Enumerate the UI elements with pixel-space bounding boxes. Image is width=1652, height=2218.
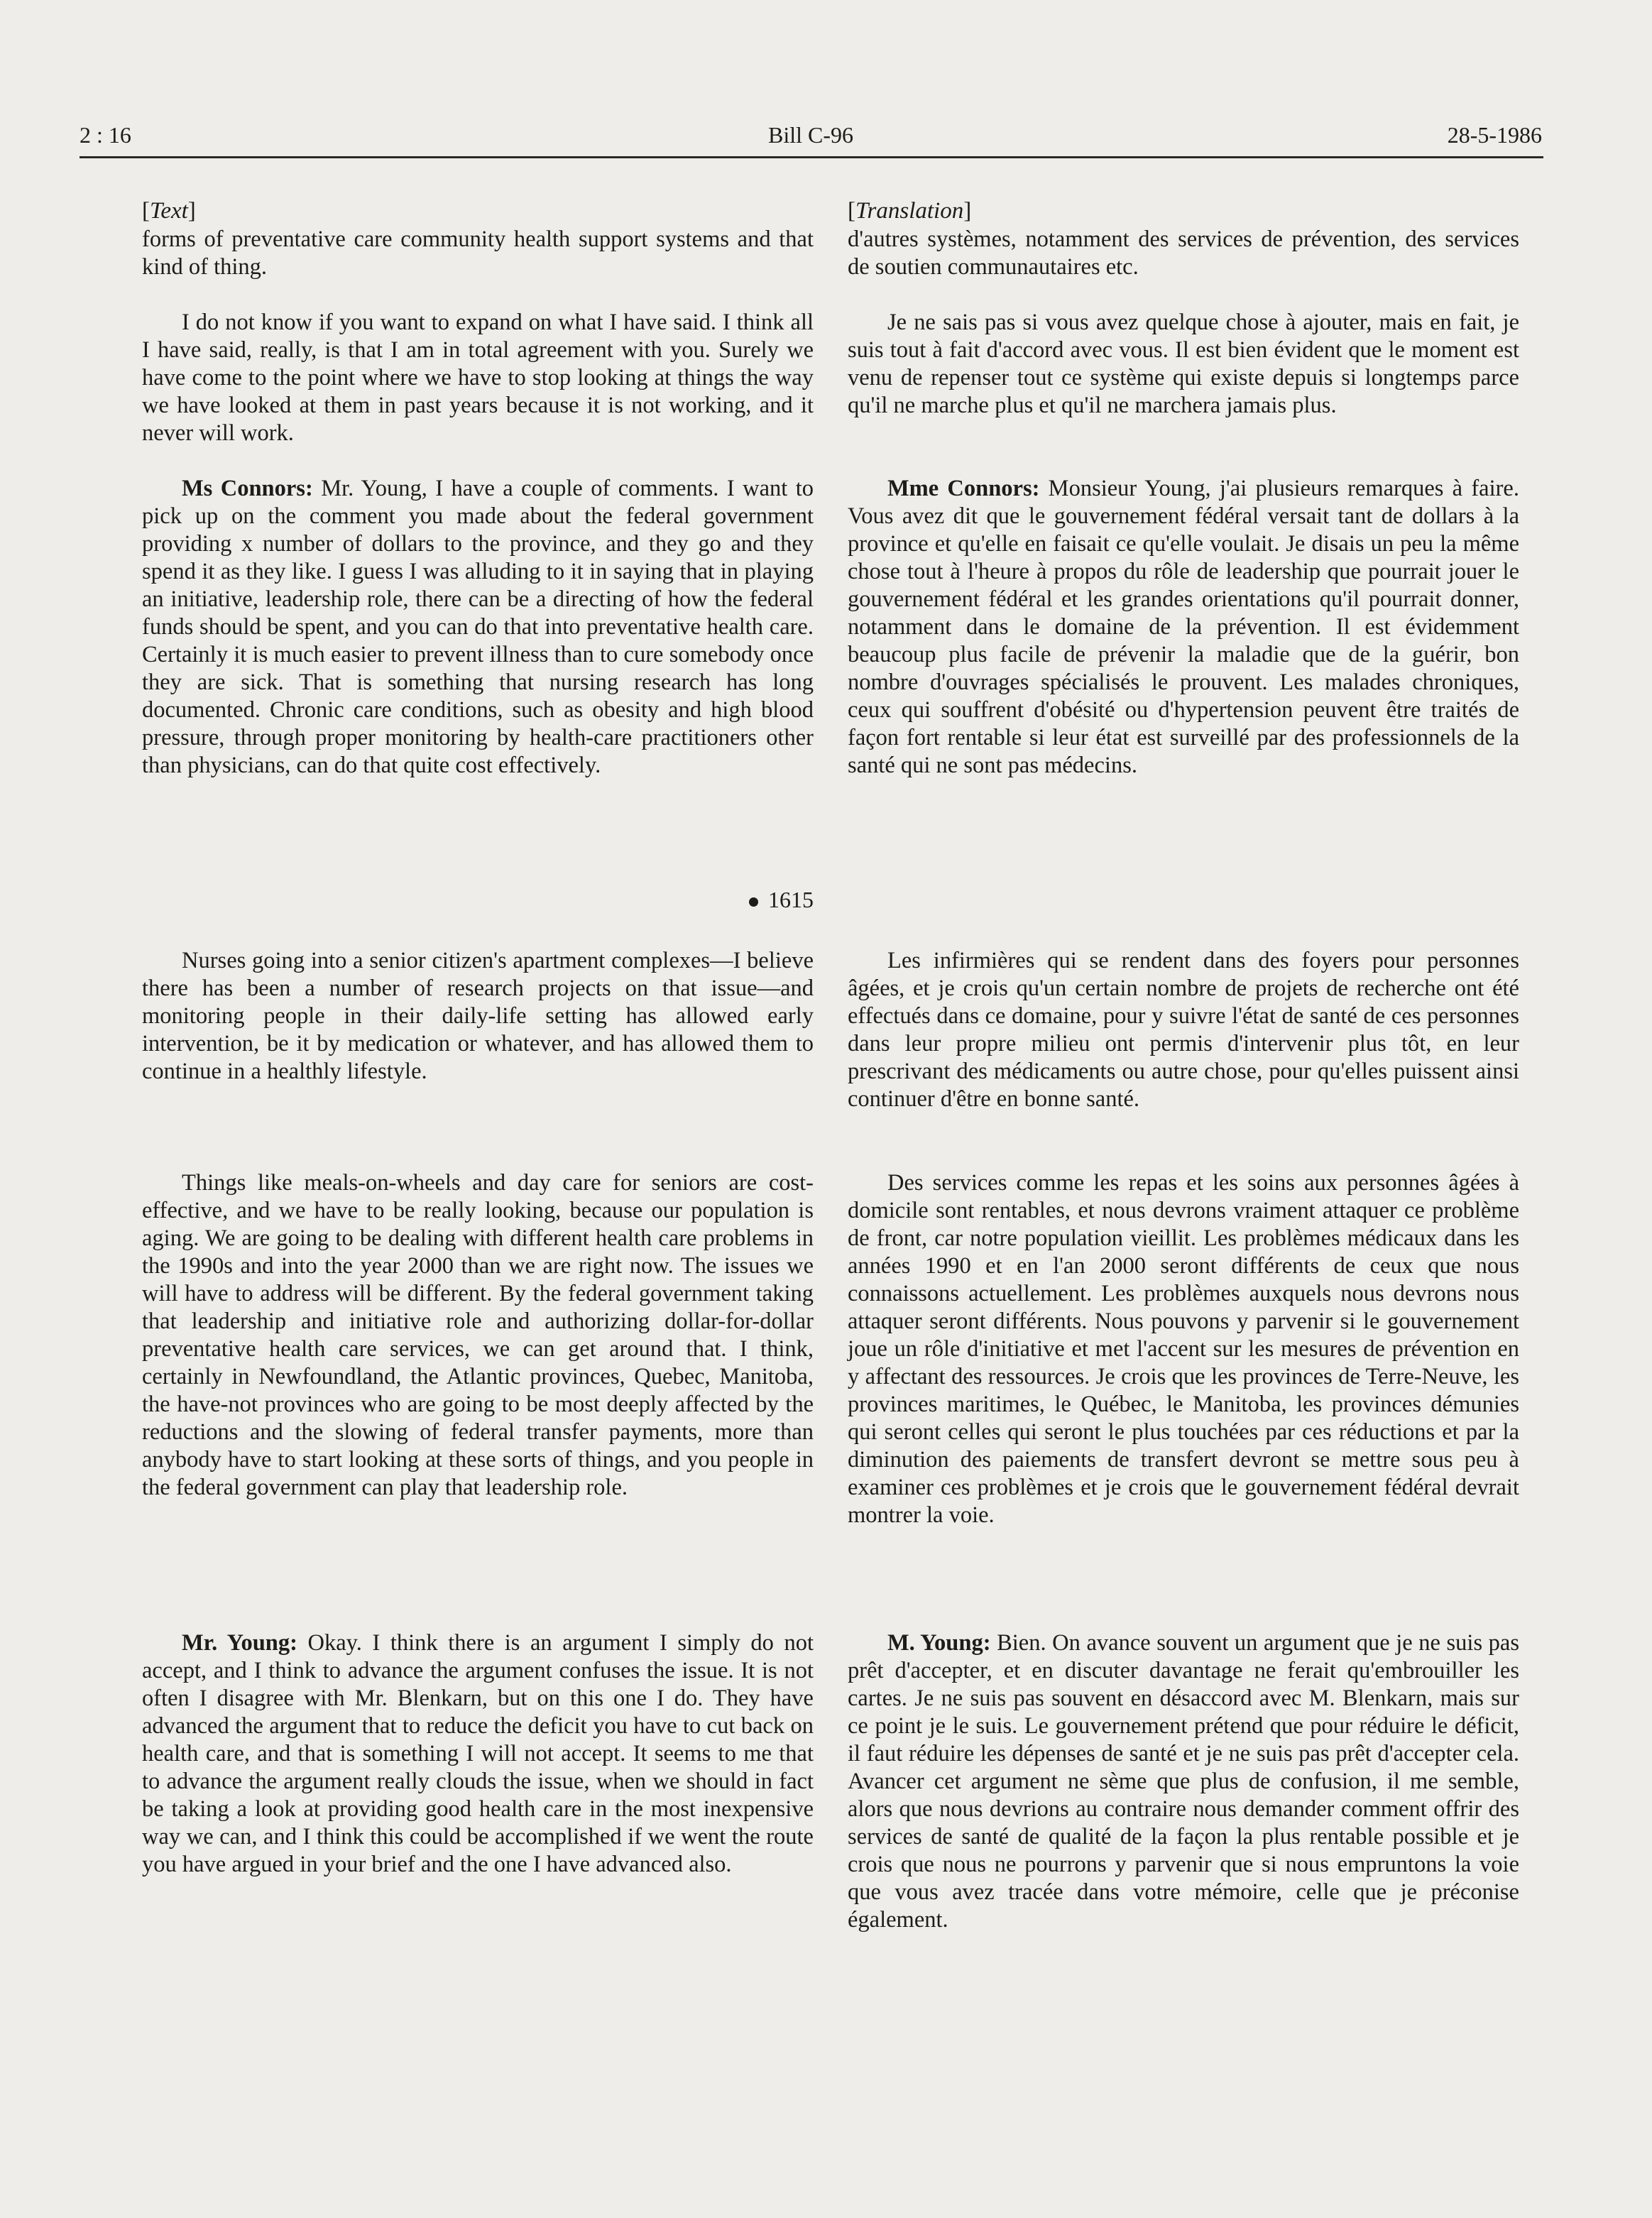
paragraph-text bbox=[848, 1629, 1519, 1934]
paragraph bbox=[848, 1169, 1519, 1529]
paragraph-text: Les infirmières qui se rendent dans des foyers pour personnes âgées, et je crois qu'un certain nombre de projets de recherche ont été effectués dans ce domaine, pour y suivre l'état de santé de ces personnes dans leur propre milieu ont permis d'intervenir plus tôt, en leur prescrivant des médicaments ou autre chose, pour qu'elles puissent ainsi continuer d'être en bonne santé. bbox=[848, 948, 1519, 1112]
page-date: 28-5-1986 bbox=[1447, 122, 1542, 148]
paragraph bbox=[142, 309, 814, 447]
paragraph bbox=[848, 309, 1519, 420]
speaker-name: Mme Connors: bbox=[887, 476, 1040, 501]
text-tag: [Text] bbox=[142, 198, 196, 224]
paragraph bbox=[142, 475, 814, 780]
paragraph-text bbox=[142, 475, 814, 780]
speaker-name: Ms Connors: bbox=[182, 476, 313, 501]
speech-text: Mr. Young, I have a couple of comments. I want to pick up on the comment you made about the federal government providing x number of dollars to the province, and they go and they spend it as they like. I guess I was alluding to it in saying that in playing an initiative, leadership role, there can be a directing of how the federal funds should be spent, and you can do that into preventative health care. Certainly it is much easier to prevent illness than to cure somebody once they are sick. That is something that nursing research has long documented. Chronic care conditions, such as obesity and high blood pressure, through proper monitoring by health-care practitioners other than physicians, can do that quite cost effectively. bbox=[142, 476, 814, 778]
paragraph-text: d'autres systèmes, notamment des services de prévention, des services de soutien communautaires etc. bbox=[848, 226, 1519, 280]
paragraph bbox=[142, 947, 814, 1086]
page-number: 2 : 16 bbox=[80, 122, 131, 148]
paragraph-text: Nurses going into a senior citizen's apartment complexes—I believe there has been a number of research projects on that issue—and monitoring people in their daily-life setting has allowed early intervention, be it by medication or whatever, and has allowed them to continue in a healthly lifestyle. bbox=[142, 948, 814, 1084]
paragraph bbox=[848, 947, 1519, 1113]
paragraph bbox=[848, 1629, 1519, 1934]
paragraph bbox=[848, 226, 1519, 281]
time-marker-label: 1615 bbox=[768, 887, 814, 912]
text-tag-label: Text bbox=[150, 198, 188, 224]
speaker-name: M. Young: bbox=[887, 1630, 991, 1656]
paragraph bbox=[142, 226, 814, 281]
paragraph bbox=[142, 1169, 814, 1502]
paragraph-text: Things like meals-on-wheels and day care for seniors are cost-effective, and we have to be really looking, because our population is aging. We are going to be dealing with different health care problems in the 1990s and into the year 2000 than we are right now. The issues we will have to address will be different. By the federal government taking that leadership and initiative role and authorizing dollar-for-dollar preventative health care services, we can get around that. I think, certainly in Newfoundland, the Atlantic provinces, Quebec, Manitoba, the have-not provinces who are going to be most deeply affected by the reductions and the slowing of federal transfer payments, more than anybody have to start looking at these sorts of things, and you people in the federal government can play that leadership role. bbox=[142, 1170, 814, 1500]
speech-text: Monsieur Young, j'ai plusieurs remarques à faire. Vous avez dit que le gouvernement fédéral versait tant de dollars à la province et qu'elle en faisait ce qu'elle voulait. Je disais un peu la même chose tout à l'heure à propos du rôle de leadership que pourrait jouer le gouvernement fédéral et les grandes orientations qu'il pourrait donner, notamment dans le domaine de la prévention. Il est évidemment beaucoup plus facile de prévenir la maladie que de la guérir, bon nombre d'ouvrages spécialisés le prouvent. Les malades chroniques, ceux qui souffrent d'obésité ou d'hypertension peuvent être traités de façon fort rentable si leur état est surveillé par des professionnels de la santé qui ne sont pas médecins. bbox=[848, 476, 1519, 778]
paragraph-text bbox=[142, 1629, 814, 1879]
bullet-icon bbox=[749, 897, 758, 907]
paragraph bbox=[848, 475, 1519, 780]
time-marker bbox=[749, 886, 814, 914]
paragraph-text bbox=[848, 475, 1519, 780]
bill-title: Bill C-96 bbox=[767, 122, 853, 148]
header-rule bbox=[80, 156, 1543, 158]
speech-text: Okay. I think there is an argument I simply do not accept, and I think to advance the argument confuses the issue. It is not often I disagree with Mr. Blenkarn, but on this one I do. They have advanced the argument that to reduce the deficit you have to cut back on health care, and that is something I will not accept. It seems to me that to advance the argument really clouds the issue, when we should in fact be taking a look at providing good health care in the most inexpensive way we can, and I think this could be accomplished if we went the route you have argued in your brief and the one I have advanced also. bbox=[142, 1630, 814, 1877]
speaker-name: Mr. Young: bbox=[182, 1630, 297, 1656]
paragraph-text: Je ne sais pas si vous avez quelque chose à ajouter, mais en fait, je suis tout à fait d'accord avec vous. Il est bien évident que le moment est venu de repenser tout ce système qui existe depuis si longtemps parce qu'il ne marche plus et qu'il ne marchera jamais plus. bbox=[848, 310, 1519, 418]
speech-text: Bien. On avance souvent un argument que je ne suis pas prêt d'accepter, et en discuter davantage ne ferait qu'embrouiller les cartes. Je ne suis pas souvent en désaccord avec M. Blenkarn, mais sur ce point je le suis. Le gouvernement prétend que pour réduire le déficit, il faut réduire les dépenses de santé et je ne suis pas prêt d'accepter cela. Avancer cet argument ne sème que plus de confusion, il me semble, alors que nous devrions au contraire nous demander comment offrir des services de santé de qualité de la façon la plus rentable possible et je crois que nous ne pourrons y parvenir que si nous empruntons la voie que vous avez tracée dans votre mémoire, celle que je préconise également. bbox=[848, 1630, 1519, 1933]
paragraph-text: Des services comme les repas et les soins aux personnes âgées à domicile sont rentables, et nous devrons vraiment attaquer ce problème de front, car notre population vieillit. Les problèmes médicaux dans les années 1990 et en l'an 2000 seront différents de ceux que nous connaissons actuellement. Les problèmes auxquels nous devrons nous attaquer seront différents. Nous pouvons y parvenir si le gouvernement joue un rôle d'initiative et met l'accent sur les mesures de prévention en y affectant des ressources. Je crois que les provinces de Terre-Neuve, les provinces maritimes, le Québec, le Manitoba, les provinces démunies qui seront celles qui seront le plus touchées par ces réductions et par la diminution des paiements de transfert devront se mettre sous peu à examiner ces problèmes et je crois que le gouvernement fédéral devrait montrer la voie. bbox=[848, 1170, 1519, 1528]
translation-tag-label: Translation bbox=[855, 198, 964, 224]
paragraph-text: I do not know if you want to expand on what I have said. I think all I have said, really, is that I am in total agreement with you. Surely we have come to the point where we have to stop looking at things the way we have looked at them in past years because it is not working, and it never will work. bbox=[142, 310, 814, 446]
translation-tag: [Translation] bbox=[848, 198, 972, 224]
paragraph-text: forms of preventative care community health support systems and that kind of thing. bbox=[142, 226, 814, 280]
paragraph bbox=[142, 1629, 814, 1879]
